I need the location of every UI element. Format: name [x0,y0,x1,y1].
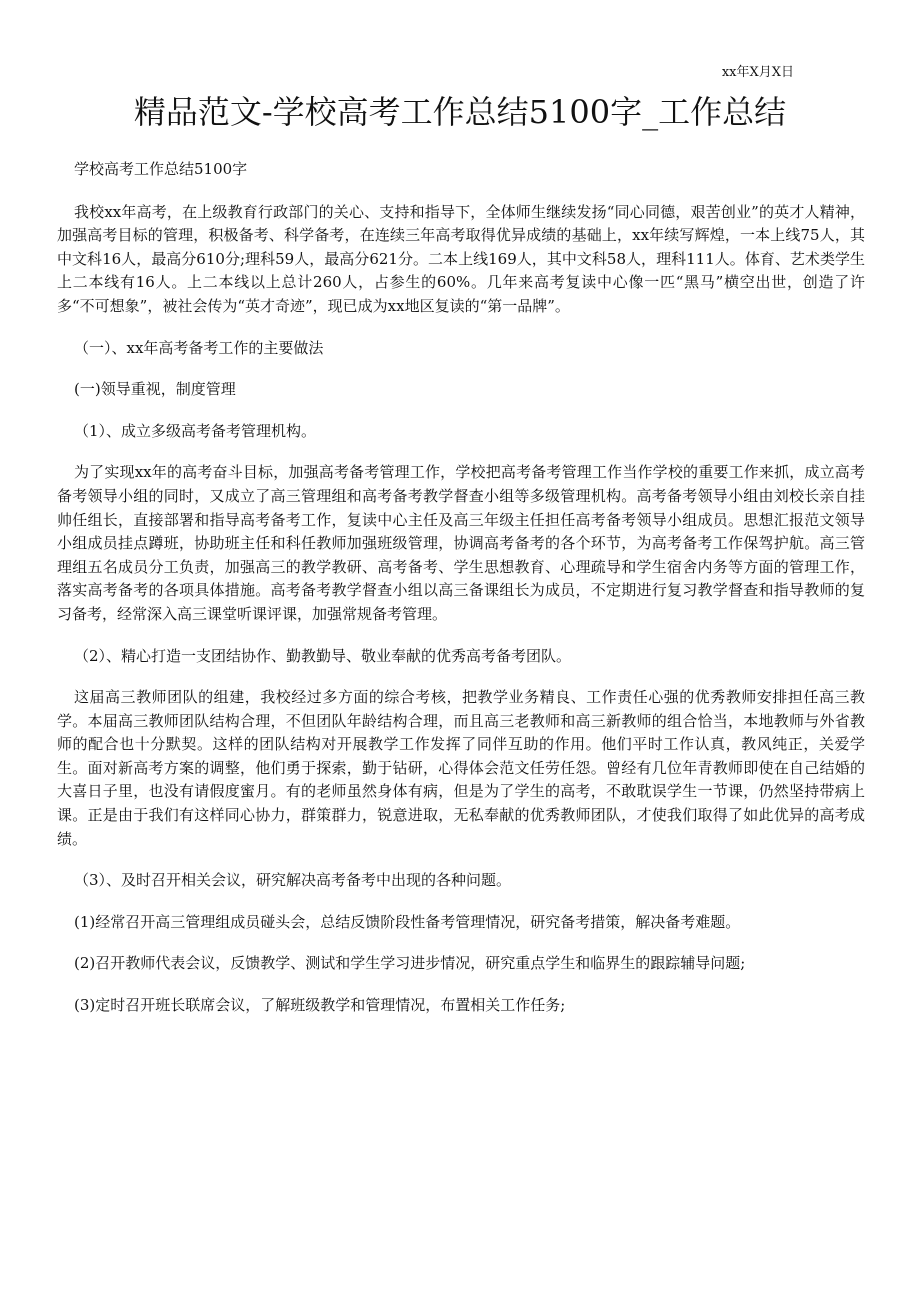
document-subtitle: 学校高考工作总结5100字 [74,160,248,178]
item-heading: （1）、成立多级高考备考管理机构。 [74,421,317,440]
paragraph-intro: 我校xx年高考，在上级教育行政部门的关心、支持和指导下，全体师生继续发扬“同心同德，艰苦创业”的英才人精神，加强高考目标的管理，积极备考、科学备考，在连续三年高考取得优异成绩的基础上，xx年续写辉煌，一本上线75人，其中文科16人，最高分610分;理科59人，最高分621分。二本上线169人，其中文科58人，理科111人。体育、艺术类学生上二本线有16人。上二本线以上总计260人，占参生的60%。几年来高考复读中心像一匹“黑马”横空出世，创造了许多“不可想象”，被社会传为“英才奇迹”，现已成为xx地区复读的“第一品牌”。 [57,202,865,315]
subsection-heading: (一)领导重视，制度管理 [74,380,236,399]
document-date: xx年X月X日 [721,65,794,80]
paragraph: 这届高三教师团队的组建，我校经过多方面的综合考核，把教学业务精良、工作责任心强的优秀教师安排担任高三教学。本届高三教师团队结构合理，不但团队年龄结构合理，而且高三老教师和高三新教师的组合恰当，本地教师与外省教师的配合也十分默契。这样的团队结构对开展教学工作发挥了同伴互助的作用。他们平时工作认真，教风纯正，关爱学生。面对新高考方案的调整，他们勇于探索，勤于钻研，心得体会范文任劳任怨。曾经有几位年青教师即使在自己结婚的大喜日子里，也没有请假度蜜月。有的老师虽然身体有病，但是为了学生的高考，不敢耽误学生一节课，仍然坚持带病上课。正是由于我们有这样同心协力，群策群力，锐意进取，无私奉献的优秀教师团队，才使我们取得了如此优异的高考成绩。 [57,688,865,848]
section-heading: （一）、xx年高考备考工作的主要做法 [74,338,324,357]
item-heading: （3）、及时召开相关会议，研究解决高考备考中出现的各种问题。 [74,871,512,890]
document-body [57,158,865,1036]
list-item: (1)经常召开高三管理组成员碰头会，总结反馈阶段性备考管理情况，研究备考措策，解决备考难题。 [74,912,741,931]
paragraph: 为了实现xx年的高考奋斗目标，加强高考备考管理工作，学校把高考备考管理工作当作学校的重要工作来抓，成立高考备考领导小组的同时，又成立了高三管理组和高考备考教学督查小组等多级管理机构。高考备考领导小组由刘校长亲自挂帅任组长，直接部署和指导高考备考工作，复读中心主任及高三年级主任担任高考备考领导小组成员。思想汇报范文领导小组成员挂点蹲班，协助班主任和科任教师加强班级管理，协调高考备考的各个环节，为高考备考工作保驾护航。高三管理组五名成员分工负责，加强高三的教学教研、高考备考、学生思想教育、心理疏导和学生宿舍内务等方面的管理工作，落实高考备考的各项具体措施。高考备考教学督查小组以高三备课组长为成员，不定期进行复习教学督查和指导教师的复习备考，经常深入高三课堂听课评课，加强常规备考管理。 [57,463,865,623]
list-item: (3)定时召开班长联席会议，了解班级教学和管理情况，布置相关工作任务; [74,996,566,1015]
list-item: (2)召开教师代表会议，反馈教学、测试和学生学习进步情况，研究重点学生和临界生的跟踪辅导问题; [74,954,746,973]
document-title: 精品范文-学校高考工作总结5100字_工作总结 [133,93,787,131]
item-heading: （2）、精心打造一支团结协作、勤教勤导、敬业奉献的优秀高考备考团队。 [74,646,572,665]
